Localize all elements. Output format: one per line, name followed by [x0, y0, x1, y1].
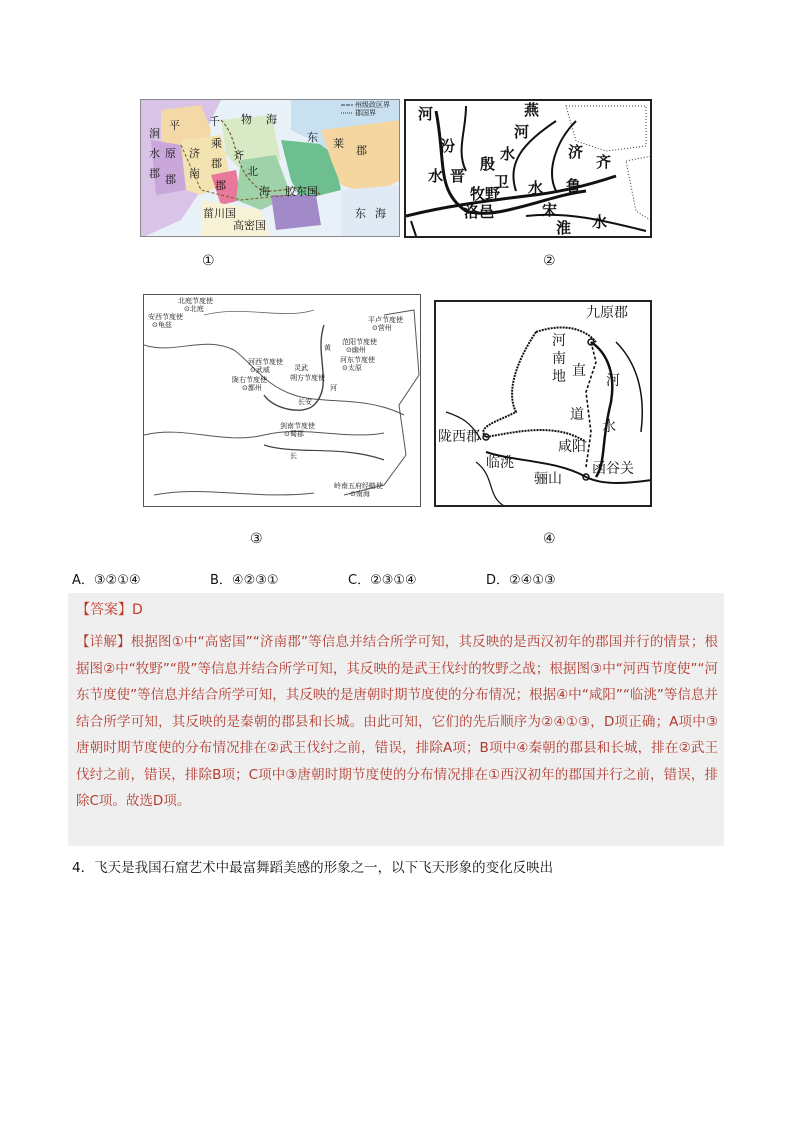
map-place: 郡: [215, 179, 226, 192]
map-place: 岭南五府经略使: [334, 482, 383, 490]
map-place: ⊙鄯州: [242, 384, 262, 392]
map-place: 灵武: [294, 364, 308, 372]
map-place: 济: [568, 143, 584, 161]
map-place: 河: [418, 105, 434, 123]
legend-item: 郡国界: [355, 109, 376, 117]
map-place: 东: [355, 207, 366, 220]
map-place: ⊙北庭: [184, 305, 204, 313]
answer-value: D: [132, 602, 143, 618]
map-place: 咸阳: [558, 439, 586, 455]
map-place: 水: [149, 147, 160, 160]
option-c[interactable]: C．②③①④: [348, 573, 417, 588]
map-place: 河: [330, 384, 337, 392]
map-place: 直: [572, 363, 586, 379]
option-b[interactable]: B．④②③①: [210, 573, 279, 588]
map-place: 郡: [165, 173, 176, 186]
map-qin-commanderies: [434, 300, 652, 507]
map-place: 河: [552, 333, 566, 349]
legend-item: 州级政区界: [355, 101, 390, 109]
question-4: 4．飞天是我国石窟艺术中最富舞蹈美感的形象之一，以下飞天形象的变化反映出: [72, 860, 554, 876]
map-tang-jiedushi: [143, 294, 421, 507]
map-place: 水: [428, 167, 444, 185]
map-place: 东: [307, 131, 318, 144]
answer-line: [76, 599, 143, 619]
map-place: 涧: [149, 127, 160, 140]
map-label-3: ③: [250, 531, 263, 547]
map-place: 陇西郡: [438, 429, 480, 445]
map-place: ⊙南海: [350, 490, 370, 498]
map-place: 道: [570, 407, 584, 423]
map-place: 原: [165, 147, 176, 160]
map-place: 河西节度使: [248, 358, 283, 366]
map-place: 齐: [596, 153, 612, 171]
detail-paragraph: [76, 629, 718, 815]
map-place: 乘: [211, 137, 222, 150]
map-place: 河: [606, 373, 620, 389]
map-place: 黄: [324, 344, 331, 352]
map-place: 临洮: [486, 455, 514, 471]
map-place: 海: [259, 185, 270, 198]
map-place: 菑川国: [203, 207, 236, 220]
answer-tag: 【答案】: [76, 602, 132, 618]
map-place: 洛邑: [464, 203, 495, 221]
map-place: 千: [209, 115, 220, 128]
map-place: 范阳节度使: [342, 338, 377, 346]
map-place: 郡: [211, 157, 222, 170]
map-place: 长安: [298, 398, 312, 406]
map-place: 河东节度使: [340, 356, 375, 364]
option-a[interactable]: A．③②①④: [72, 573, 141, 588]
map-place: 海: [375, 207, 386, 220]
map-western-han: [140, 99, 400, 237]
map-place: ⊙幽州: [346, 346, 366, 354]
map-place: 牧野: [470, 185, 501, 203]
map-place: 淮: [556, 219, 572, 237]
map-place: 南: [552, 351, 566, 367]
map-place: ⊙武威: [250, 366, 270, 374]
map-place: 郡: [356, 144, 367, 157]
map-place: 物: [241, 113, 252, 126]
map-place: 宋: [542, 201, 558, 219]
map-place: 南: [189, 167, 200, 180]
answer-explanation-box: [68, 593, 724, 846]
detail-tag: 【详解】: [76, 634, 131, 650]
map-place: ⊙龟兹: [152, 321, 172, 329]
map-place: 高密国: [233, 219, 266, 232]
map-place: 汾: [440, 137, 456, 155]
map-place: ⊙太原: [342, 364, 362, 372]
map-place: 济: [189, 147, 200, 160]
map-label-4: ④: [543, 531, 556, 547]
map-place: 水: [602, 419, 616, 435]
answer-options: [72, 569, 672, 587]
map-place: 骊山: [534, 471, 562, 487]
map-zhou-conquest: [404, 99, 652, 238]
map-place: 平卢节度使: [368, 316, 403, 324]
map-place: 北: [247, 165, 258, 178]
option-d[interactable]: D．②④①③: [486, 573, 556, 588]
map-label-2: ②: [543, 253, 556, 269]
map-place: ⊙蜀郡: [284, 430, 304, 438]
map-place: 河: [514, 123, 530, 141]
map-place: 水: [500, 145, 516, 163]
map-place: 殷: [480, 155, 496, 173]
map-place: 莱: [333, 137, 344, 150]
map-place: 安西节度使: [148, 313, 183, 321]
map-place: 水: [592, 213, 608, 231]
map-place: 齐: [233, 149, 244, 162]
detail-text: 根据图①中“高密国”“济南郡”等信息并结合所学可知，其反映的是西汉初年的郡国并行的情景；根据图②中“牧野”“殷”等信息并结合所学可知，其反映的是武王伐纣的牧野之战；根据图③中“河西节度使”“河东节度使”等信息并结合所学可知，其反映的是唐朝时期节度使的分布情况；根据④中“咸阳”“临洮”等信息并结合所学可知，其反映的是秦朝的郡县和长城。由此可知，它们的先后顺序为②④①③，D项正确；A项中③唐朝时期节度使的分布情况排在②武王伐纣之前，错误，排除A项；B项中④秦朝的郡县和长城，排在②武王伐纣之前，错误，排除B项；C项中③唐朝时期节度使的分布情况排在①西汉初年的郡国并行之前，错误，排除C项。故选D项。: [76, 634, 719, 809]
map-place: 卫: [494, 173, 510, 191]
map-place: 晋: [450, 167, 466, 185]
map-place: 长: [290, 452, 297, 460]
map-place: 胶东国: [285, 185, 318, 198]
map-place: 朔方节度使: [290, 374, 325, 382]
map-place: 剑南节度使: [280, 422, 315, 430]
map-place: ⊙营州: [372, 324, 392, 332]
map-place: 九原郡: [586, 305, 628, 321]
map-place: 陇右节度使: [232, 376, 267, 384]
map-place: 水: [528, 179, 544, 197]
map-place: 郡: [149, 167, 160, 180]
map-place: 鲁: [566, 177, 582, 195]
map-place: 海: [266, 113, 277, 126]
map-place: 北庭节度使: [178, 297, 213, 305]
map-place: 地: [552, 369, 566, 385]
map-place: 函谷关: [592, 461, 634, 477]
map-label-1: ①: [202, 253, 215, 269]
map-place: 平: [169, 119, 180, 132]
map-place: 燕: [524, 101, 540, 119]
